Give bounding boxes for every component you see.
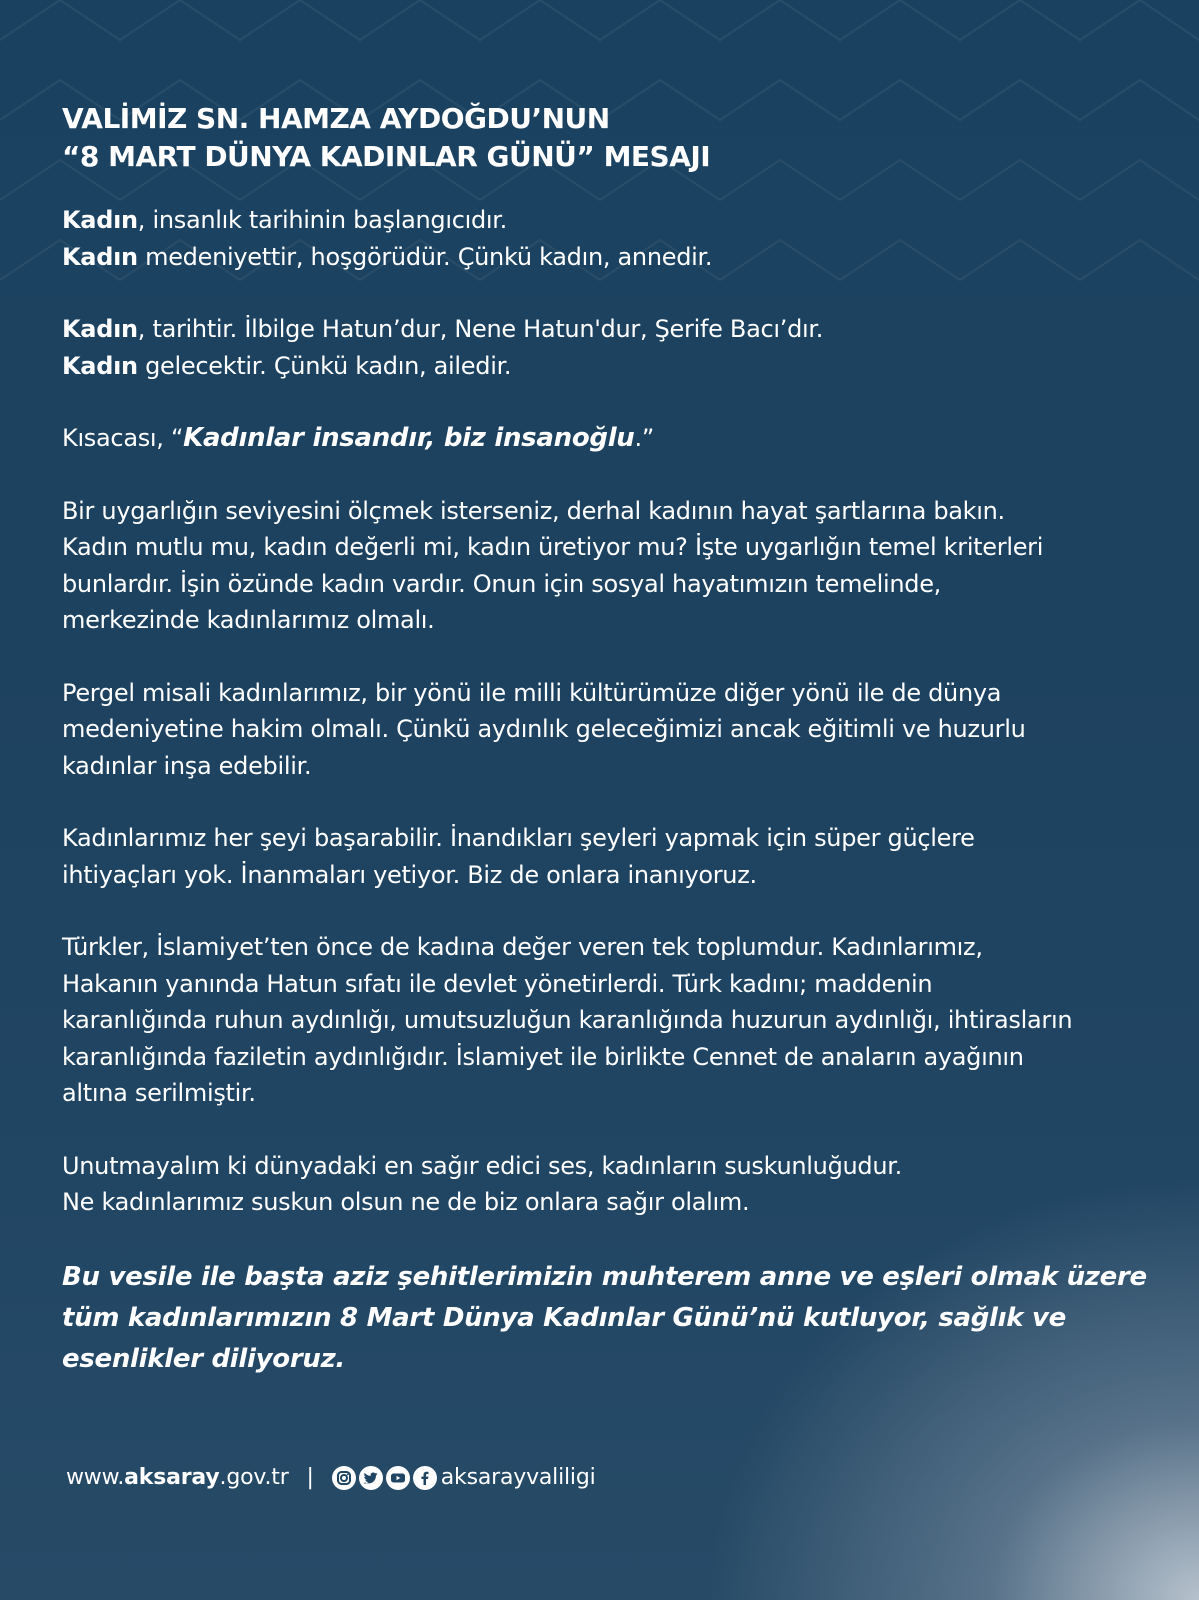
line-text: , insanlık tarihinin başlangıcıdır. — [137, 206, 507, 234]
paragraph-line — [62, 202, 1152, 239]
paragraph-1 — [62, 202, 1152, 275]
url-prefix: www. — [66, 1465, 125, 1490]
line-text: , tarihtir. İlbilge Hatun’dur, Nene Hatun'dur, Şerife Bacı’dır. — [137, 315, 824, 343]
paragraph-line: ihtiyaçları yok. İnanmaları yetiyor. Biz de onlara inanıyoruz. — [62, 860, 757, 889]
facebook-icon[interactable] — [413, 1466, 437, 1490]
paragraph-4 — [62, 493, 1152, 639]
line-text: gelecektir. Çünkü kadın, ailedir. — [137, 351, 512, 380]
quote-prefix: Kısacası, “ — [62, 424, 184, 452]
social-handle[interactable]: aksarayvaliligi — [440, 1465, 596, 1490]
website-link[interactable] — [66, 1465, 289, 1490]
message-content — [62, 100, 1152, 1380]
paragraph-line — [62, 311, 1152, 348]
paragraph-line: Bir uygarlığın seviyesini ölçmek isterseniz, derhal kadının hayat şartlarına bakın. — [62, 496, 1005, 525]
paragraph-line: Türkler, İslamiyet’ten önce de kadına değer veren tek toplumdur. Kadınlarımız, — [62, 933, 983, 961]
line-text: medeniyettir, hoşgörüdür. Çünkü kadın, annedir. — [137, 242, 713, 271]
title-line-1: VALİMİZ SN. HAMZA AYDOĞDU’NUN — [62, 102, 610, 135]
paragraph-line: altına serilmiştir. — [62, 1079, 256, 1107]
paragraph-line: Kadınlarımız her şeyi başarabilir. İnandıkları şeyleri yapmak için süper güçlere — [62, 824, 975, 852]
paragraph-7 — [62, 929, 1152, 1112]
quote-text: Kadınlar insandır, biz insanoğlu — [183, 423, 635, 453]
paragraph-line: kadınlar inşa edebilir. — [62, 751, 312, 780]
paragraph-6 — [62, 820, 1152, 893]
paragraph-line — [62, 348, 1152, 385]
paragraph-2 — [62, 311, 1152, 384]
youtube-icon[interactable] — [386, 1466, 410, 1490]
paragraph-line: bunlardır. İşin özünde kadın vardır. Onun için sosyal hayatımızın temelinde, — [62, 569, 942, 598]
bold-word: Kadın — [62, 242, 138, 271]
paragraph-line: Unutmayalım ki dünyadaki en sağır edici ses, kadınların suskunluğudur. — [62, 1151, 902, 1180]
closing-message — [62, 1257, 1152, 1380]
paragraph-3 — [62, 420, 1152, 457]
paragraph-line — [62, 239, 1152, 276]
url-suffix: .gov.tr — [219, 1465, 289, 1490]
footer-separator: | — [306, 1465, 314, 1490]
paragraph-line: karanlığında faziletin aydınlığıdır. İslamiyet ile birlikte Cennet de anaların ayağının — [62, 1042, 1024, 1071]
closing-line: esenlikler diliyoruz. — [62, 1343, 345, 1374]
bold-word: Kadın — [62, 206, 138, 234]
paragraph-line: Kadın mutlu mu, kadın değerli mi, kadın üretiyor mu? İşte uygarlığın temel kriterleri — [62, 533, 1044, 561]
closing-line: tüm kadınlarımızın 8 Mart Dünya Kadınlar Günü’nü kutluyor, sağlık ve — [62, 1302, 1067, 1333]
bold-word: Kadın — [62, 351, 138, 380]
paragraph-line: medeniyetine hakim olmalı. Çünkü aydınlık geleceğimizi ancak eğitimli ve huzurlu — [62, 715, 1026, 743]
footer — [66, 1465, 596, 1490]
paragraph-line: Hakanın yanında Hatun sıfatı ile devlet yönetirlerdi. Türk kadını; maddenin — [62, 969, 933, 998]
bold-word: Kadın — [62, 315, 138, 343]
quote-suffix: .” — [634, 424, 654, 452]
title-line-2: “8 MART DÜNYA KADINLAR GÜNÜ” MESAJI — [62, 140, 711, 173]
page-title — [62, 100, 1152, 176]
instagram-icon[interactable] — [332, 1466, 356, 1490]
paragraph-line: Pergel misali kadınlarımız, bir yönü ile milli kültürümüze diğer yönü ile de dünya — [62, 678, 1002, 707]
paragraph-5 — [62, 675, 1152, 785]
closing-line: Bu vesile ile başta aziz şehitlerimizin muhterem anne ve eşleri olmak üzere — [62, 1261, 1147, 1292]
paragraph-line: karanlığında ruhun aydınlığı, umutsuzluğun karanlığında huzurun aydınlığı, ihtirasların — [62, 1006, 1073, 1034]
paragraph-line: Ne kadınlarımız suskun olsun ne de biz onlara sağır olalım. — [62, 1188, 750, 1216]
twitter-icon[interactable] — [359, 1466, 383, 1490]
paragraph-line: merkezinde kadınlarımız olmalı. — [62, 606, 435, 634]
url-domain: aksaray — [124, 1465, 220, 1490]
paragraph-8 — [62, 1148, 1152, 1221]
social-icons — [332, 1466, 437, 1490]
